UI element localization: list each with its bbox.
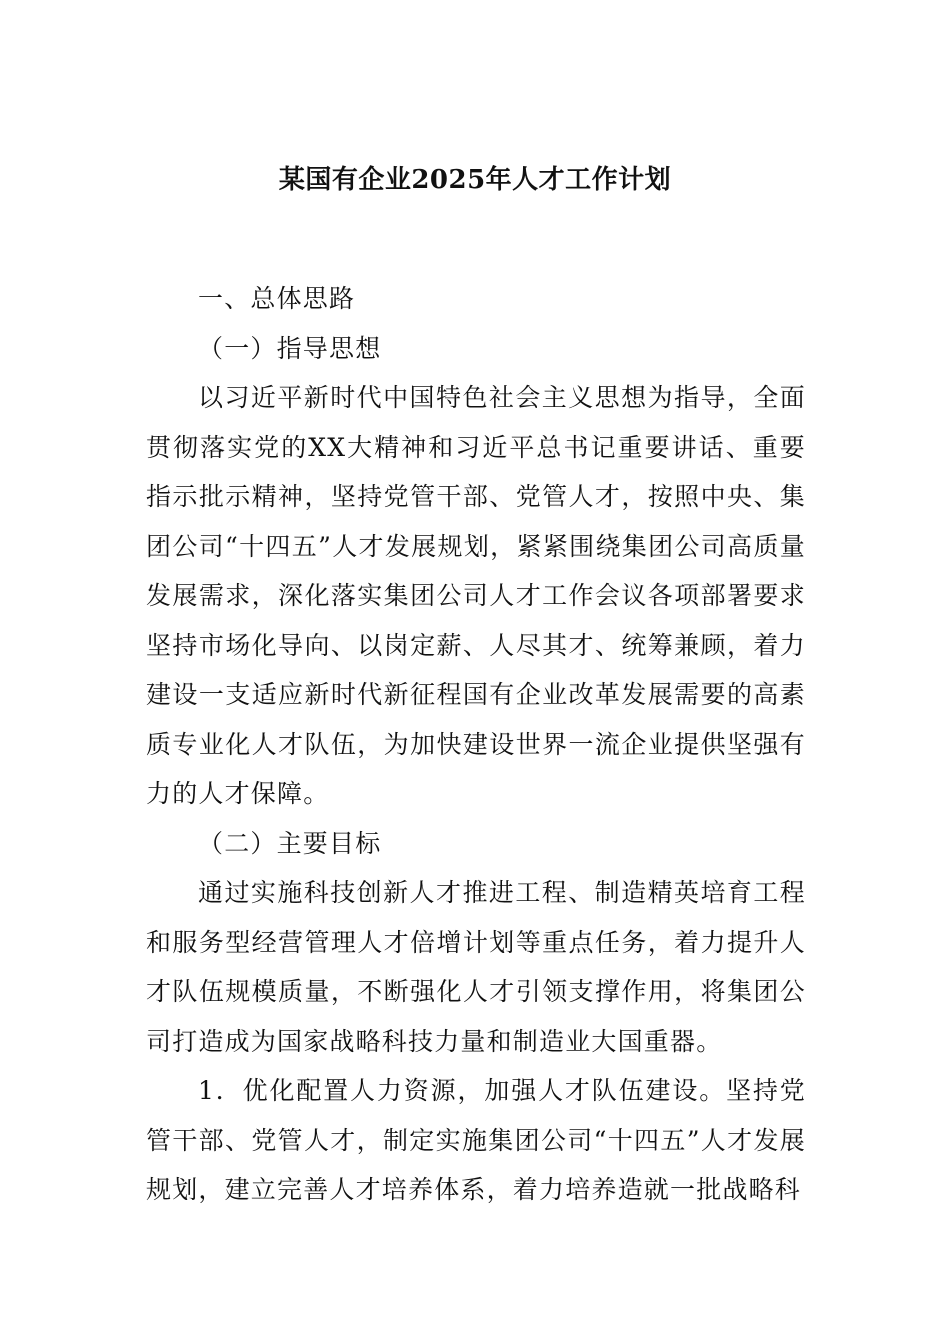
subsection-heading-main-goals: （二）主要目标 [198, 828, 382, 858]
section-heading-overall-approach: 一、总体思路 [198, 284, 356, 313]
subsection-heading-guiding-ideology: （一）指导思想 [198, 333, 382, 363]
paragraph-item-1: 1．优化配置人力资源，加强人才队伍建设。坚持党管干部、党管人才，制定实施集团公司“十四五”人才发展规划，建立完善人才培养体系，着力培养造就一批战略科 [146, 1076, 806, 1204]
paragraph-guiding-ideology: 以习近平新时代中国特色社会主义思想为指导，全面贯彻落实党的XX大精神和习近平总书记重要讲话、重要指示批示精神，坚持党管干部、党管人才，按照中央、集团公司“十四五”人才发展规划，紧紧围绕集团公司高质量发展需求，深化落实集团公司人才工作会议各项部署要求坚持市场化导向、以岗定薪、人尽其才、统筹兼顾，着力建设一支适应新时代新征程国有企业改革发展需要的高素质专业化人才队伍，为加快建设世界一流企业提供坚强有力的人才保障。 [146, 383, 806, 808]
paragraph-main-goals: 通过实施科技创新人才推进工程、制造精英培育工程和服务型经营管理人才倍增计划等重点任务，着力提升人才队伍规模质量，不断强化人才引领支撑作用，将集团公司打造成为国家战略科技力量和制造业大国重器。 [146, 878, 806, 1056]
document-title: 某国有企业2025年人才工作计划 [278, 165, 672, 195]
document-body [146, 274, 806, 1215]
